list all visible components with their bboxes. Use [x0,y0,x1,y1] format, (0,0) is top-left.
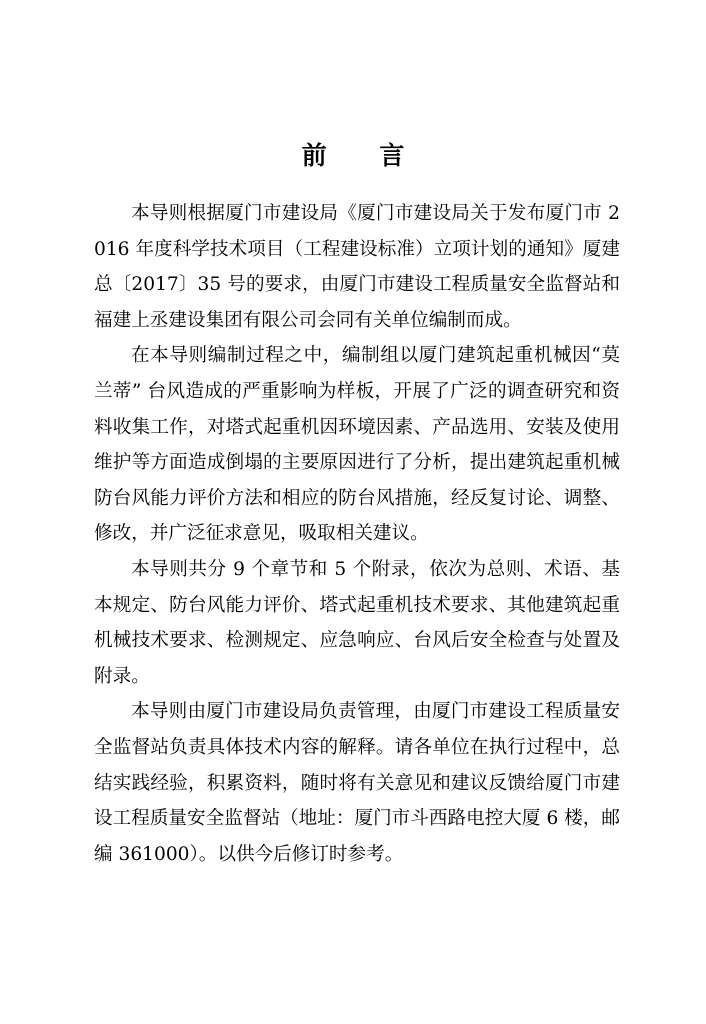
paragraph-contents: 本导则共分 9 个章节和 5 个附录，依次为总则、术语、基本规定、防台风能力评价、塔式起重机技术要求、其他建筑起重机械技术要求、检测规定、应急响应、台风后安全检查与处置及附录。 [94,558,620,687]
paragraph-basis: 本导则根据厦门市建设局《厦门市建设局关于发布厦门市 2016 年度科学技术项目（工程建设标准）立项计划的通知》厦建总〔2017〕35 号的要求，由厦门市建设工程质量安全监督站和福建上丞建设集团有限公司会同有关单位编制而成。 [94,203,620,331]
paragraph-management: 本导则由厦门市建设局负责管理，由厦门市建设工程质量安全监督站负责具体技术内容的解释。请各单位在执行过程中，总结实践经验，积累资料，随时将有关意见和建议反馈给厦门市建设工程质量安全监督站（地址：厦门市斗西路电控大厦 6 楼，邮编 361000）。以供今后修订时参考。 [94,701,620,865]
paragraph-process: 在本导则编制过程之中，编制组以厦门建筑起重机械因“莫兰蒂” 台风造成的严重影响为样板，开展了广泛的调查研究和资料收集工作，对塔式起重机因环境因素、产品选用、安装及使用维护等方面造成倒塌的主要原因进行了分析，提出建筑起重机械防台风能力评价方法和相应的防台风措施，经反复讨论、调整、修改，并广泛征求意见，吸取相关建议。 [94,345,620,545]
page-title: 前 言 [301,140,427,170]
preface-body [94,196,620,872]
